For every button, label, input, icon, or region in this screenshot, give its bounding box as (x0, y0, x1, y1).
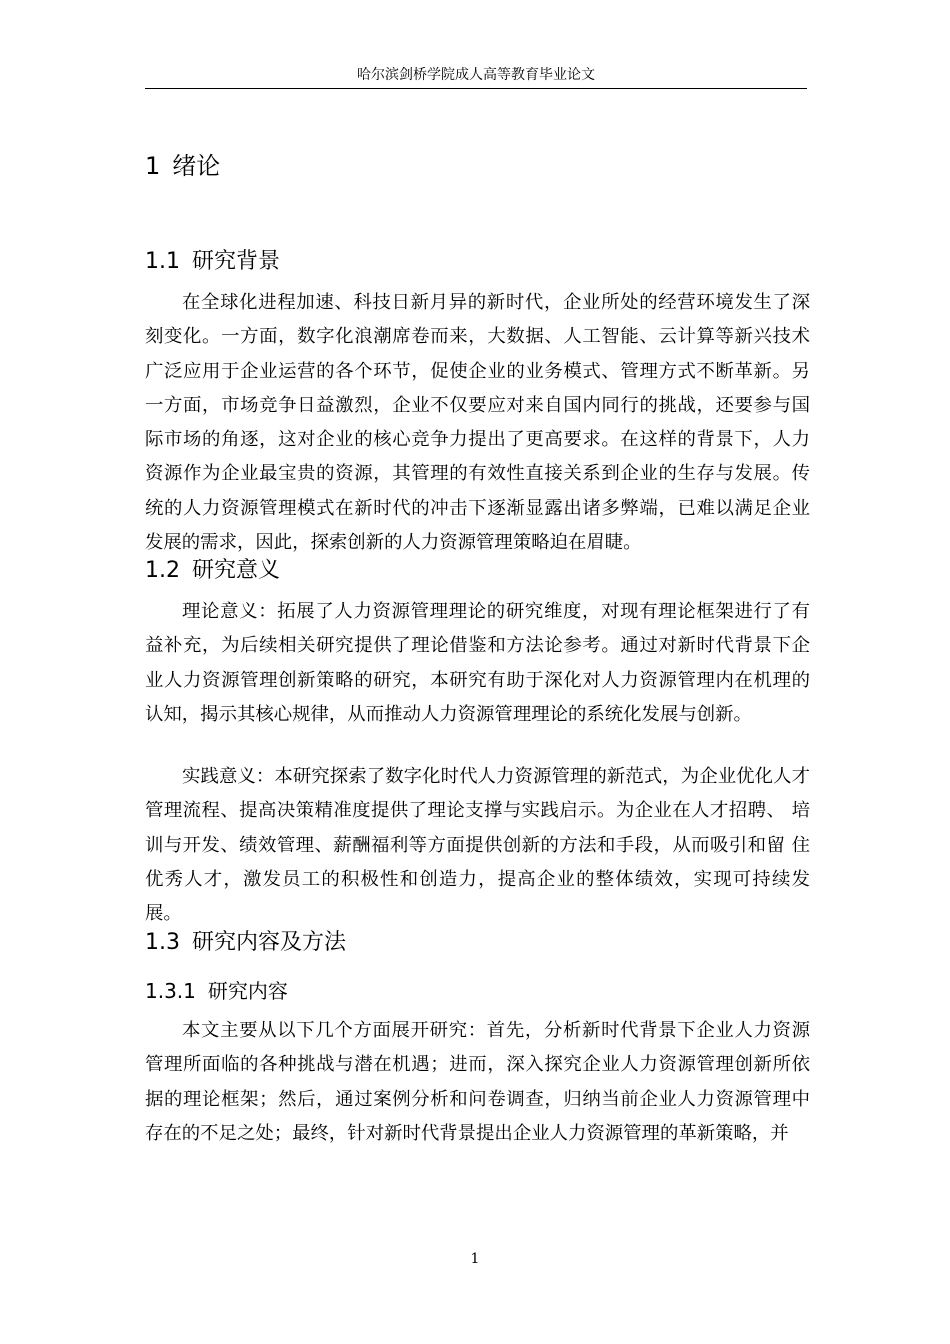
section-number: 1.1 (145, 249, 180, 274)
running-header: 哈尔滨剑桥学院成人高等教育毕业论文 (357, 67, 595, 83)
section-heading-1-3 (145, 928, 346, 958)
paragraph-research-content: 本文主要从以下几个方面展开研究：首先，分析新时代背景下企业人力资源 管理所面临的各种挑战与潜在机遇；进而，深入探究企业人力资源管理创新所依 据的理论框架；然后，通过案例分析和问卷调查，归纳当前企业人力资源管理中 存在的不足之处；最终，针对新时代背景提出企业人力资源管理的革新策略，并 (145, 1020, 810, 1144)
paragraph-background: 在全球化进程加速、科技日新月异的新时代，企业所处的经营环境发生了深 刻变化。一方面，数字化浪潮席卷而来，大数据、人工智能、云计算等新兴技术 广泛应用于企业运营的各个环节，促使企业的业务模式、管理方式不断革新。另 一方面，市场竞争日益激烈，企业不仅要应对来自国内同行的挑战，还要参与国 际市场的角逐，这对企业的核心竞争力提出了更高要求。在这样的背景下，人力 资源作为企业最宝贵的资源，其管理的有效性直接关系到企业的生存与发展。传 统的人力资源管理模式在新时代的冲击下逐渐显露出诸多弊端，已难以满足企业 发展的需求，因此，探索创新的人力资源管理策略迫在眉睫。 (145, 292, 810, 554)
header-rule (145, 88, 807, 89)
subsection-heading-1-3-1 (145, 977, 288, 1005)
paragraph-practical-significance: 实践意义：本研究探索了数字化时代人力资源管理的新范式，为企业优化人才管理流程、提高决策精准度提供了理论支撑与实践启示。为企业在人才招聘、 培训与开发、绩效管理、薪酬福利等方面提供创新的方法和手段，从而吸引和留 住优秀人才，激发员工的积极性和创造力，提高企业的整体绩效，实现可持续发 展。 (145, 766, 810, 925)
section-number: 1.3 (145, 930, 180, 955)
section-title: 研究背景 (192, 249, 281, 274)
section-number: 1.2 (145, 558, 180, 583)
section-title: 研究内容及方法 (192, 930, 347, 955)
section-title: 研究意义 (192, 558, 281, 583)
section-heading-1-2 (145, 556, 280, 586)
subsection-title: 研究内容 (207, 979, 288, 1003)
subsection-number: 1.3.1 (145, 979, 196, 1003)
page-number: 1 (470, 1251, 480, 1267)
chapter-number: 1 (145, 152, 161, 180)
chapter-heading (145, 150, 220, 182)
chapter-title: 绪论 (172, 152, 221, 180)
paragraph-theoretical-significance: 理论意义：拓展了人力资源管理理论的研究维度，对现有理论框架进行了有 益补充，为后续相关研究提供了理论借鉴和方法论参考。通过对新时代背景下企 业人力资源管理创新策略的研究，本研究有助于深化对人力资源管理内在机理的 认知，揭示其核心规律，从而推动人力资源管理理论的系统化发展与创新。 (145, 601, 810, 725)
section-heading-1-1 (145, 247, 280, 277)
